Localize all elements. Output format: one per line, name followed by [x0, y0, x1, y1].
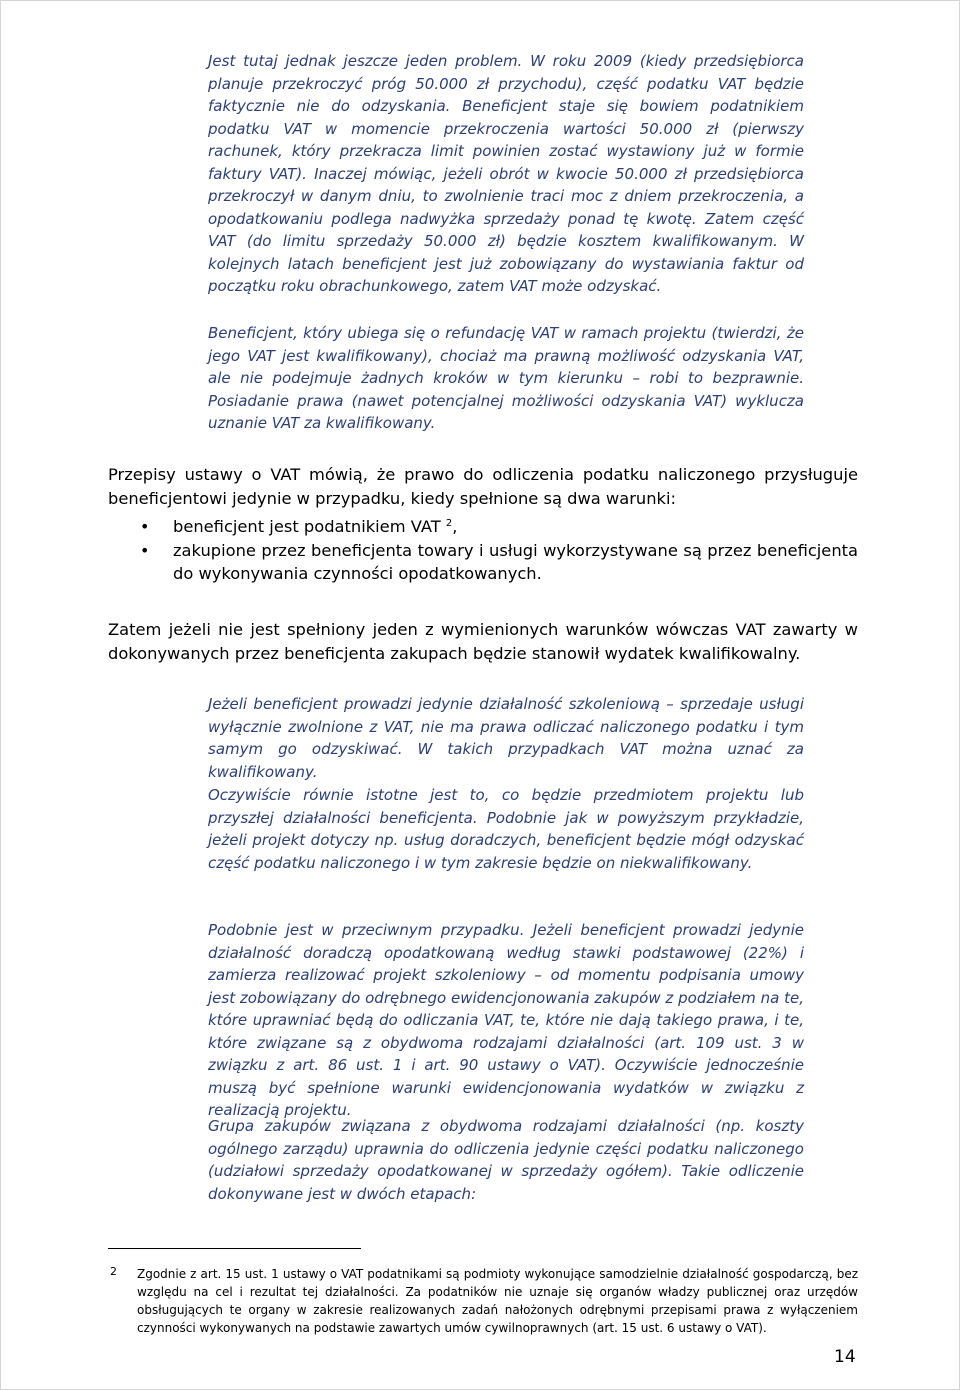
- bullet-icon: •: [140, 517, 150, 536]
- paragraph-conditions: Przepisy ustawy o VAT mówią, że prawo do odliczenia podatku naliczonego przysługuje beneficjentowi jedynie w przypadku, kiedy spełnione są dwa warunki:: [108, 465, 858, 508]
- list-item: • beneficjent jest podatnikiem VAT $^2$,: [140, 515, 858, 539]
- list-item-text: beneficjent jest podatnikiem VAT: [173, 517, 441, 536]
- quote-training: Jeżeli beneficjent prowadzi jedynie działalność szkoleniową – sprzedaje usługi wyłącznie zwolnione z VAT, nie ma prawa odliczać naliczonego podatku i tym samym go odzyskiwać. W takich przypadkach VAT można uznać za kwalifikowany.: [208, 695, 804, 781]
- footnote-text: Zgodnie z art. 15 ust. 1 ustawy o VAT podatnikami są podmioty wykonujące samodzielnie działalność gospodarczą, bez względu na cel i rezultat tej działalności. Za podatników nie uznaje się organów władzy publicznej oraz urzędów obsługujących te organy w zakresie realizowanych zadań nałożonych odrębnymi przepisami prawa z wyłączeniem czynności wykonywanych na podstawie zawartych umów cywilnoprawnych (art. 15 ust. 6 ustawy o VAT).: [137, 1267, 858, 1335]
- bullet-icon: •: [140, 540, 150, 560]
- quote-vat-threshold: Jest tutaj jednak jeszcze jeden problem. W roku 2009 (kiedy przedsiębiorca planuje przekroczyć próg 50.000 zł przychodu), część podatku VAT będzie faktycznie nie do odzyskania. Beneficjent staje się bowiem podatnikiem podatku VAT w momencie przekroczenia wartości 50.000 zł (pierwszy rachunek, który przekracza limit powinien zostać wystawiony już w formie faktury VAT). Inaczej mówiąc, jeżeli obrót w kwocie 50.000 zł przedsiębiorca przekroczył w danym dniu, to zwolnienie traci moc z dniem przekroczenia, a opodatkowaniu podlega nadwyżka sprzedaży ponad tę kwotę. Zatem część VAT (do limitu sprzedaży 50.000 zł) będzie kosztem kwalifikowanym. W kolejnych latach beneficjent jest już zobowiązany do wystawiania faktur od początku roku obrachunkowego, zatem VAT może odzyskać.: [208, 52, 804, 295]
- quote-opposite-case: Podobnie jest w przeciwnym przypadku. Jeżeli beneficjent prowadzi jedynie działalność doradczą opodatkowaną według stawki podstawowej (22%) i zamierza realizować projekt szkoleniowy – od momentu podpisania umowy jest zobowiązany do odrębnego ewidencjonowania zakupów z podziałem na te, które uprawniać będą do odliczania VAT, te, które nie dają takiego prawa, i te, które związane są z obydwoma rodzajami działalności (art. 109 ust. 3 w związku z art. 86 ust. 1 i art. 90 ustawy o VAT). Oczywiście jednocześnie muszą być spełnione warunki ewidencjonowania wydatków w związku z realizacją projektu.: [208, 921, 804, 1119]
- quote-consulting: Oczywiście równie istotne jest to, co będzie przedmiotem projektu lub przyszłej działalności beneficjenta. Podobnie jak w powyższym przykładzie, jeżeli projekt dotyczy np. usług doradczych, beneficjent będzie mógł odzyskać część podatku naliczonego i w tym zakresie będzie on niekwalifikowany.: [208, 786, 804, 872]
- footnote-separator: [108, 1248, 361, 1249]
- list-item: [140, 539, 858, 586]
- footnote-ref[interactable]: 2: [445, 518, 453, 529]
- list-item-text: zakupione przez beneficjenta towary i usługi wykorzystywane są przez beneficjenta do wykonywania czynności opodatkowanych.: [173, 540, 858, 583]
- quote-mixed-purchases: Grupa zakupów związana z obydwoma rodzajami działalności (np. koszty ogólnego zarządu) uprawnia do odliczenia jedynie części podatku naliczonego (udziałowi sprzedaży opodatkowanej w sprzedaży ogółem). Takie odliczenie dokonywane jest w dwóch etapach:: [208, 1117, 804, 1203]
- page-number: 14: [834, 1347, 856, 1367]
- footnote-number: 2: [110, 1265, 117, 1278]
- conditions-list: [140, 515, 858, 586]
- quote-refund: Beneficjent, który ubiega się o refundację VAT w ramach projektu (twierdzi, że jego VAT jest kwalifikowany), chociaż ma prawną możliwość odzyskania VAT, ale nie podejmuje żadnych kroków w tym kierunku – robi to bezprawnie. Posiadanie prawa (nawet potencjalnej możliwości odzyskania VAT) wyklucza uznanie VAT za kwalifikowany.: [208, 324, 804, 432]
- paragraph-conclusion: Zatem jeżeli nie jest spełniony jeden z wymienionych warunków wówczas VAT zawarty w dokonywanych przez beneficjenta zakupach będzie stanowił wydatek kwalifikowalny.: [108, 620, 858, 663]
